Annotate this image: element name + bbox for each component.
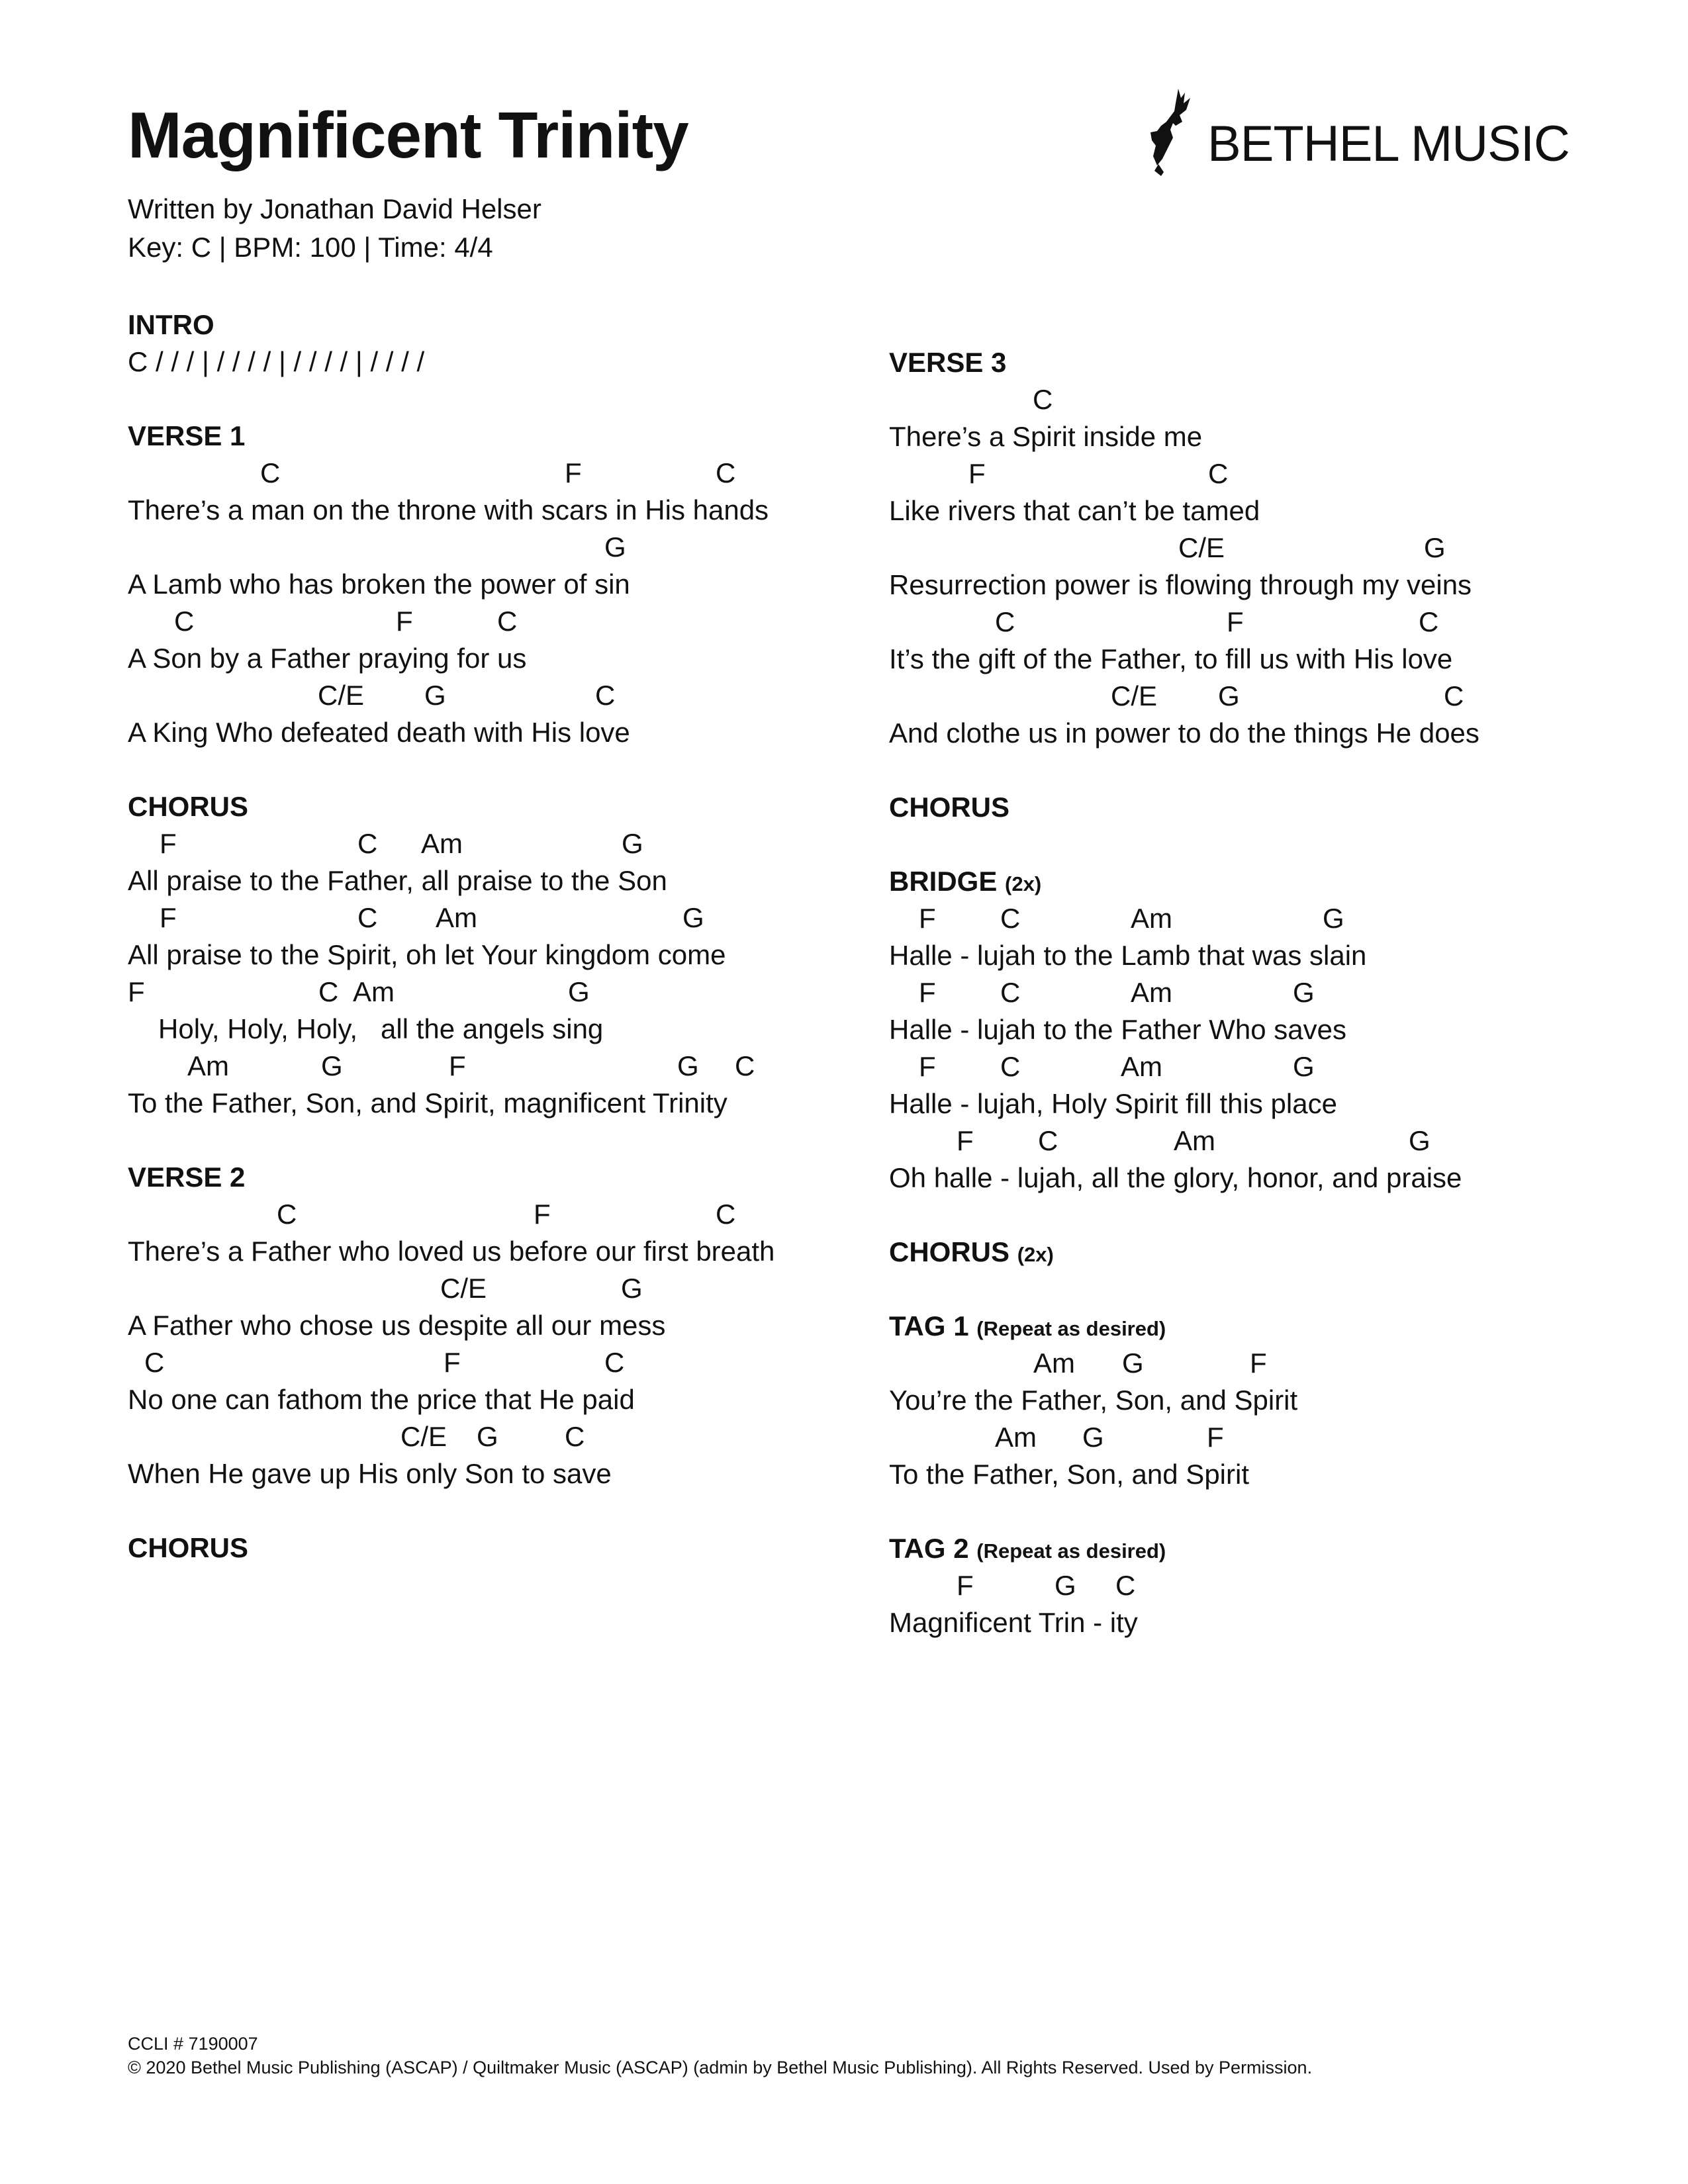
chord: C/E xyxy=(1178,532,1225,563)
chord: F xyxy=(919,1051,936,1082)
section-heading: VERSE 3 xyxy=(889,347,1007,378)
lyric-line: A Lamb who has broken the power of sin xyxy=(128,569,630,600)
chord: C xyxy=(1038,1125,1058,1156)
chord: F xyxy=(396,606,413,637)
lyric-line: There’s a Father who loved us before our first breath xyxy=(128,1236,775,1267)
chord-line xyxy=(889,900,1617,937)
tag2-heading: TAG 2 xyxy=(889,1533,969,1564)
chord: C xyxy=(716,457,736,488)
lyric-line: And clothe us in power to do the things He does xyxy=(889,717,1479,749)
chord: F xyxy=(968,458,986,489)
key-bpm-time: Key: C | BPM: 100 | Time: 4/4 xyxy=(128,232,493,263)
chord-line xyxy=(128,1196,856,1233)
chord-line xyxy=(889,1567,1617,1604)
chord: G xyxy=(568,976,590,1007)
lyric-line: A Father who chose us despite all our mess xyxy=(128,1310,666,1341)
lyric-line: There’s a Spirit inside me xyxy=(889,421,1203,452)
chord: F xyxy=(449,1050,466,1081)
chord: Am xyxy=(187,1050,229,1081)
lyric-line: All praise to the Spirit, oh let Your kingdom come xyxy=(128,939,726,970)
intro-chord-line: C / / / | / / / / | / / / / | / / / / xyxy=(128,346,425,377)
chord: G xyxy=(1218,680,1240,711)
chord-line xyxy=(128,1048,856,1085)
chord-line xyxy=(128,1344,856,1381)
chord-line xyxy=(128,1270,856,1307)
chord: G xyxy=(1424,532,1446,563)
section-heading: VERSE 1 xyxy=(128,420,246,451)
chord: C xyxy=(318,976,339,1007)
chord: G xyxy=(321,1050,343,1081)
logo-wordmark: BETHEL MUSIC xyxy=(1207,116,1570,172)
chord: F xyxy=(160,828,177,859)
chord: C/E xyxy=(440,1273,487,1304)
chord: C xyxy=(1208,458,1229,489)
chord: G xyxy=(604,531,626,563)
chord: Am xyxy=(1033,1347,1075,1379)
chord: C xyxy=(1000,1051,1021,1082)
chord: F xyxy=(565,457,582,488)
chord: G xyxy=(1293,977,1315,1008)
chord: Am xyxy=(436,902,477,933)
chord: C xyxy=(260,457,281,488)
chord: G xyxy=(424,680,446,711)
lyric-line: Halle - lujah to the Father Who saves xyxy=(889,1014,1346,1045)
chord: G xyxy=(1122,1347,1144,1379)
chord: C xyxy=(565,1421,585,1452)
section-heading xyxy=(889,863,1617,900)
left-column xyxy=(128,306,856,1567)
repeat-note: (2x) xyxy=(1005,872,1042,895)
chord: G xyxy=(622,828,643,859)
chord: F xyxy=(534,1199,551,1230)
chord: Am xyxy=(1131,977,1172,1008)
chord: G xyxy=(1323,903,1344,934)
chord-line xyxy=(889,1345,1617,1382)
chord: Am xyxy=(353,976,395,1007)
chord: Am xyxy=(1131,903,1172,934)
chord-line xyxy=(128,603,856,640)
chord-line xyxy=(889,678,1617,715)
chord: C/E xyxy=(1111,680,1158,711)
lyric-line: A King Who defeated death with His love xyxy=(128,717,630,748)
chorus-heading: CHORUS xyxy=(889,1236,1010,1267)
chord-line xyxy=(128,677,856,714)
song-title: Magnificent Trinity xyxy=(128,99,688,171)
chord-line xyxy=(128,974,856,1011)
section-heading xyxy=(889,1234,1617,1271)
chord-line xyxy=(889,1419,1617,1456)
bridge-heading: BRIDGE xyxy=(889,866,998,897)
lyric-line: Resurrection power is flowing through my veins xyxy=(889,569,1472,600)
footer xyxy=(128,2032,1312,2079)
chord-line xyxy=(128,455,856,492)
lyric-line: There’s a man on the throne with scars in His hands xyxy=(128,494,769,525)
lyric-line: Halle - lujah, Holy Spirit fill this place xyxy=(889,1088,1337,1119)
chord-line xyxy=(889,1048,1617,1085)
lyric-line: To the Father, Son, and Spirit xyxy=(889,1459,1249,1490)
chord: F xyxy=(919,977,936,1008)
chord: F xyxy=(957,1570,974,1601)
stag-head-icon xyxy=(1144,85,1203,184)
chord: G xyxy=(1409,1125,1430,1156)
chord-line xyxy=(128,899,856,936)
chord: C xyxy=(1033,384,1053,415)
chord: C xyxy=(1115,1570,1136,1601)
chord: C xyxy=(174,606,195,637)
lyric-line: Like rivers that can’t be tamed xyxy=(889,495,1260,526)
chord: F xyxy=(128,976,145,1007)
chord: C/E xyxy=(318,680,365,711)
bethel-music-logo xyxy=(1144,85,1570,184)
chord: C xyxy=(357,902,378,933)
copyright-notice: © 2020 Bethel Music Publishing (ASCAP) / Quiltmaker Music (ASCAP) (admin by Bethel Music Publishing). All Rights Reserved. Used by Permission. xyxy=(128,2058,1313,2077)
lyric-line: Magnificent Trin - ity xyxy=(889,1607,1138,1638)
tag1-heading: TAG 1 xyxy=(889,1310,969,1342)
repeat-note: (Repeat as desired) xyxy=(976,1539,1166,1563)
lyric-line: All praise to the Father, all praise to the Son xyxy=(128,865,667,896)
lyric-line: Holy, Holy, Holy, all the angels sing xyxy=(158,1013,604,1044)
section-heading xyxy=(889,1530,1617,1567)
lyric-line: Halle - lujah to the Lamb that was slain xyxy=(889,940,1367,971)
chord: C xyxy=(1444,680,1464,711)
section-heading: CHORUS xyxy=(889,792,1010,823)
chord: F xyxy=(919,903,936,934)
chord: F xyxy=(1250,1347,1267,1379)
chord: C xyxy=(1000,977,1021,1008)
section-heading: VERSE 2 xyxy=(128,1161,246,1193)
chord: Am xyxy=(1174,1125,1215,1156)
chord: G xyxy=(1055,1570,1076,1601)
section-heading: CHORUS xyxy=(128,1532,249,1563)
chord-line xyxy=(128,825,856,862)
chord-line xyxy=(128,1418,856,1455)
chord: C xyxy=(144,1347,165,1378)
chord: C xyxy=(277,1199,297,1230)
chord-line xyxy=(889,974,1617,1011)
lyric-line: Oh halle - lujah, all the glory, honor, and praise xyxy=(889,1162,1462,1193)
chord: C xyxy=(1419,606,1439,637)
lyric-line: It’s the gift of the Father, to fill us with His love xyxy=(889,643,1453,674)
chord: Am xyxy=(995,1422,1037,1453)
chord: F xyxy=(1227,606,1244,637)
right-column xyxy=(889,344,1617,1641)
repeat-note: (Repeat as desired) xyxy=(976,1317,1166,1340)
chord-line xyxy=(889,455,1617,492)
chord: C/E xyxy=(400,1421,447,1452)
chord: G xyxy=(1293,1051,1315,1082)
chord-line xyxy=(889,381,1617,418)
chord-line xyxy=(889,604,1617,641)
chord-line xyxy=(889,529,1617,567)
lyric-line: No one can fathom the price that He paid xyxy=(128,1384,635,1415)
chord: F xyxy=(957,1125,974,1156)
chord-line xyxy=(128,529,856,566)
lyric-line: You’re the Father, Son, and Spirit xyxy=(889,1385,1298,1416)
section-heading: INTRO xyxy=(128,309,214,340)
chord: Am xyxy=(421,828,463,859)
chord: G xyxy=(682,902,704,933)
repeat-note: (2x) xyxy=(1017,1243,1054,1266)
chord: G xyxy=(477,1421,498,1452)
chord: C xyxy=(995,606,1015,637)
lyric-line: When He gave up His only Son to save xyxy=(128,1458,612,1489)
ccli-number: CCLI # 7190007 xyxy=(128,2034,258,2054)
chord: G xyxy=(677,1050,699,1081)
chord: F xyxy=(444,1347,461,1378)
section-heading xyxy=(889,1308,1617,1345)
chord-line xyxy=(889,1122,1617,1160)
section-heading: CHORUS xyxy=(128,791,249,822)
lyric-line: A Son by a Father praying for us xyxy=(128,643,527,674)
lyric-line: To the Father, Son, and Spirit, magnificent Trinity xyxy=(128,1087,727,1118)
chord: G xyxy=(1082,1422,1104,1453)
chord: G xyxy=(621,1273,643,1304)
chord: C xyxy=(497,606,518,637)
chord: C xyxy=(604,1347,625,1378)
chord: C xyxy=(357,828,378,859)
chord: F xyxy=(160,902,177,933)
chord: C xyxy=(735,1050,755,1081)
chord: C xyxy=(1000,903,1021,934)
chord: C xyxy=(716,1199,736,1230)
writer-credit: Written by Jonathan David Helser xyxy=(128,193,541,224)
chord: Am xyxy=(1121,1051,1162,1082)
chord: F xyxy=(1207,1422,1224,1453)
chord: C xyxy=(595,680,616,711)
